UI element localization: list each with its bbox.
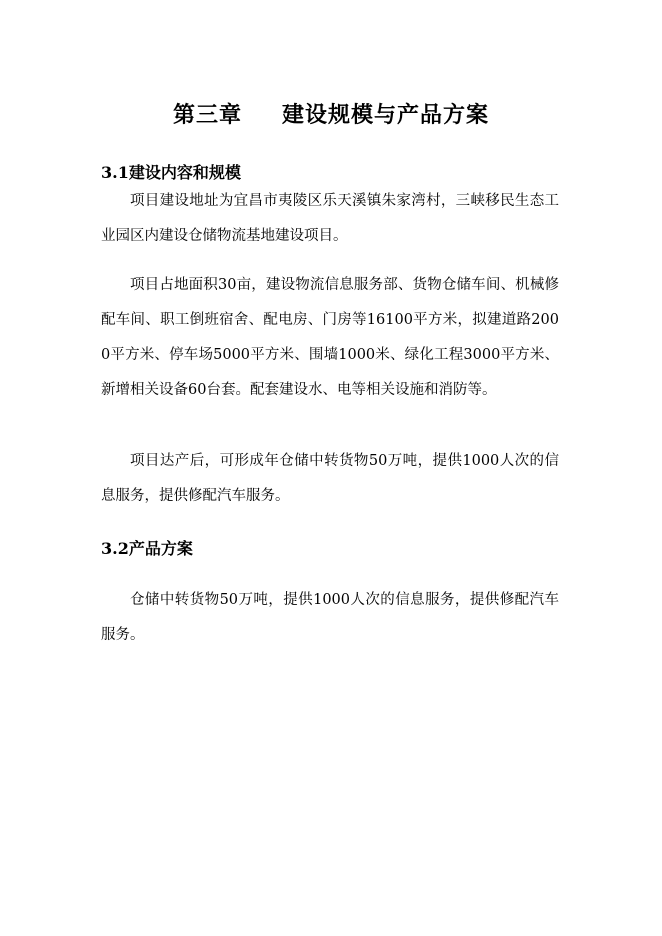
- chapter-number: 第三章: [172, 102, 242, 128]
- section-3-1-paragraph-1: 项目建设地址为宜昌市夷陵区乐天溪镇朱家湾村，三峡移民生态工业园区内建设仓储物流基地建设项目。: [101, 193, 559, 244]
- section-3-1-paragraph-2: 项目占地面积30亩，建设物流信息服务部、货物仓储车间、机械修配车间、职工倒班宿舍、配电房、门房等16100平方米，拟建道路2000平方米、停车场5000平方米、围墙1000米、绿化工程3000平方米、新增相关设备60台套。配套建设水、电等相关设施和消防等。: [101, 277, 559, 398]
- section-3-1-paragraph-3: 项目达产后，可形成年仓储中转货物50万吨，提供1000人次的信息服务，提供修配汽车服务。: [101, 453, 559, 504]
- section-3-2-paragraph-1: 仓储中转货物50万吨，提供1000人次的信息服务，提供修配汽车服务。: [101, 592, 559, 643]
- chapter-name: 建设规模与产品方案: [282, 102, 490, 128]
- section-heading-3-2: 3.2产品方案: [101, 539, 193, 558]
- chapter-title: [0, 98, 662, 129]
- section-heading-3-1: 3.1建设内容和规模: [101, 163, 241, 182]
